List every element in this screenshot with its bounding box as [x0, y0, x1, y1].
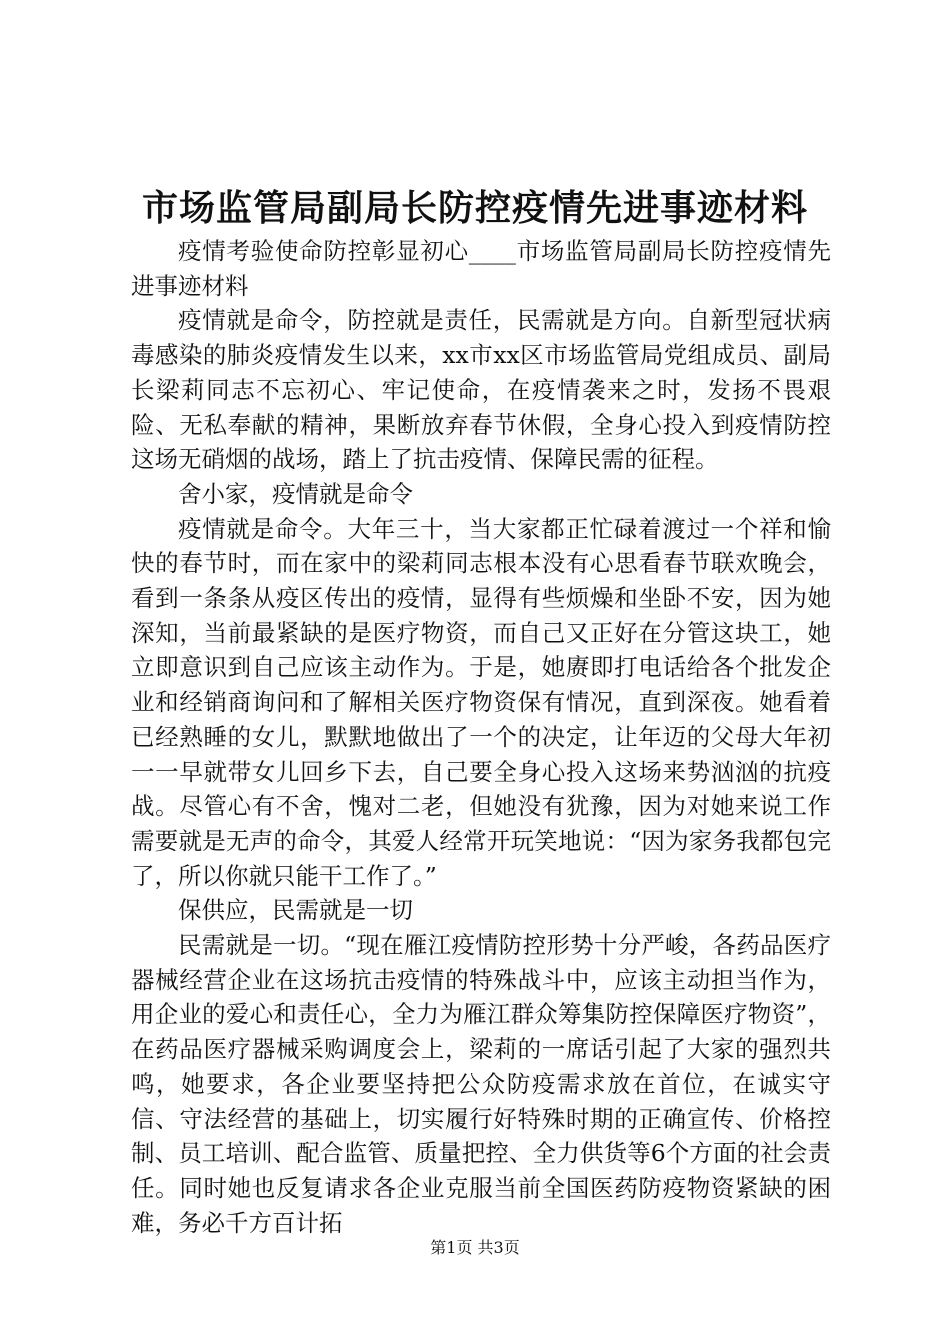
section-heading-family: 舍小家，疫情就是命令 — [178, 479, 413, 508]
document-title: 市场监管局副局长防控疫情先进事迹材料 — [141, 187, 808, 229]
supply-paragraph: 民需就是一切。“现在雁江疫情防控形势十分严峻，各药品医疗器械经营企业在这场抗击疫情的特殊战斗中，应该主动担当作为，用企业的爱心和责任心，全力为雁江群众筹集防控保障医疗物资”，在药品医疗器械采购调度会上，梁莉的一席话引起了大家的强烈共鸣，她要求，各企业要坚持把公众防疫需求放在首位，在诚实守信、守法经营的基础上，切实履行好特殊时期的正确宣传、价格控制、员工培训、配合监管、质量把控、全力供货等6个方面的社会责任。同时她也反复请求各企业克服当前全国医药防疫物资紧缺的困难，务必千方百计拓 — [131, 931, 831, 1237]
page-footer: 第1页 共3页 — [430, 1238, 520, 1257]
family-paragraph: 疫情就是命令。大年三十，当大家都正忙碌着渡过一个祥和愉快的春节时，而在家中的梁莉同志根本没有心思看春节联欢晚会，看到一条条从疫区传出的疫情，显得有些烦燥和坐卧不安，因为她深知，当前最紧缺的是医疗物资，而自己又正好在分管这块工，她立即意识到自己应该主动作为。于是，她赓即打电话给各个批发企业和经销商询问和了解相关医疗物资保有情况，直到深夜。她看着已经熟睡的女儿，默默地做出了一个的决定，让年迈的父母大年初一一早就带女儿回乡下去，自己要全身心投入这场来势汹汹的抗疫战。尽管心有不舍，愧对二老，但她没有犹豫，因为对她来说工作需要就是无声的命令，其爱人经常开玩笑地说：“因为家务我都包完了，所以你就只能干工作了。” — [131, 514, 831, 890]
section-heading-supply: 保供应，民需就是一切 — [178, 896, 413, 925]
subtitle-paragraph: 疫情考验使命防控彰显初心____市场监管局副局长防控疫情先进事迹材料 — [131, 237, 831, 300]
intro-paragraph: 疫情就是命令，防控就是责任，民需就是方向。自新型冠状病毒感染的肺炎疫情发生以来，xx市xx区市场监管局党组成员、副局长梁莉同志不忘初心、牢记使命，在疫情袭来之时，发扬不畏艰险、无私奉献的精神，果断放弃春节休假，全身心投入到疫情防控这场无硝烟的战场，踏上了抗击疫情、保障民需的征程。 — [131, 306, 831, 474]
document-body — [131, 234, 831, 1240]
